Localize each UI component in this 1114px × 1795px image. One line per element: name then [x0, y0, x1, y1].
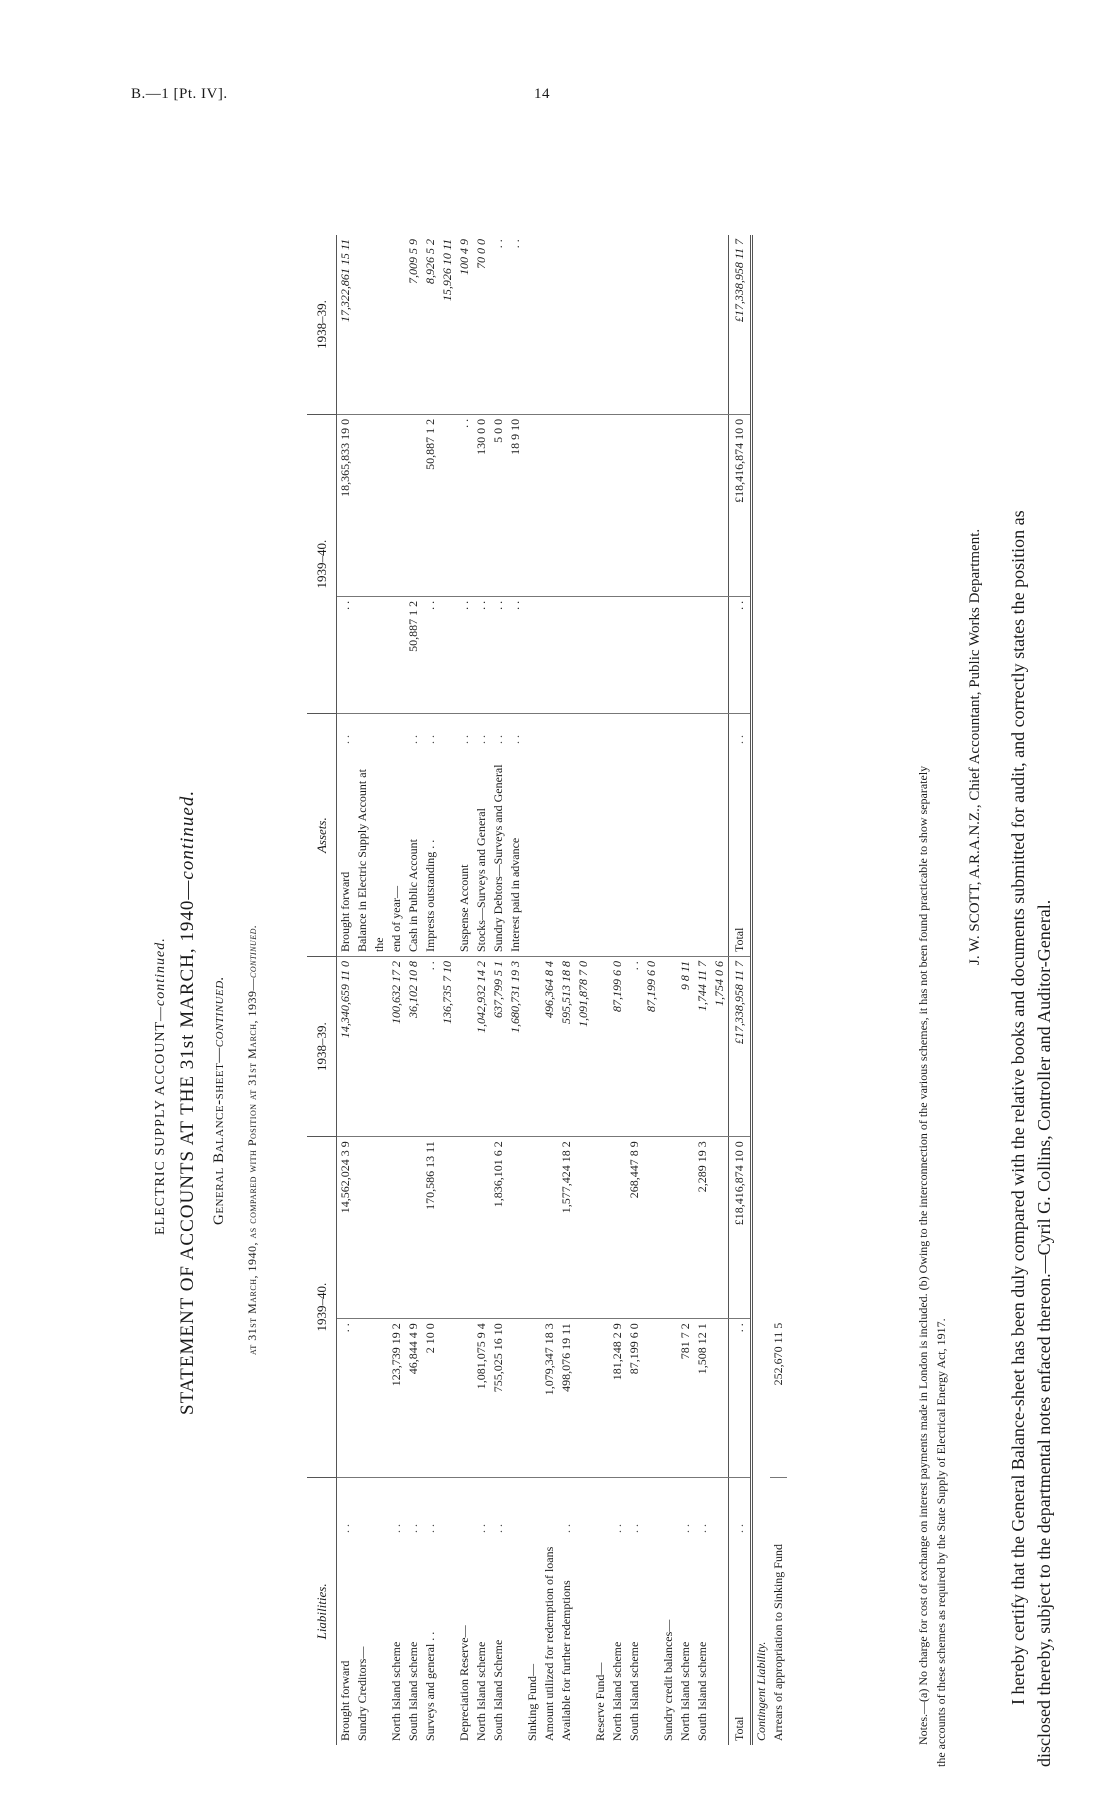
liability-dots	[541, 1477, 558, 1537]
liability-amount-1939: . .	[626, 957, 643, 1137]
asset-dots	[439, 714, 456, 748]
notes-line-2: the accounts of these schemes as required by the State Supply of Electrical Energy Act, 1917.	[934, 1318, 948, 1767]
table-row	[473, 235, 490, 1745]
liability-amount-1940-detail: 1,081,075 9 4	[473, 1319, 490, 1478]
liability-amount-1939: 1,744 11 7	[694, 957, 711, 1137]
liability-label: Depreciation Reserve—	[457, 1625, 471, 1741]
asset-total-detail: . .	[729, 596, 752, 713]
liability-amount-1940	[405, 1137, 422, 1319]
asset-empty-cell	[575, 596, 592, 713]
page-number: 14	[534, 86, 550, 102]
asset-amount-1940: . .	[456, 414, 473, 596]
asset-amount-1940: 50,887 1 2	[422, 414, 439, 596]
liabilities-heading: Liabilities.	[307, 1477, 337, 1745]
liability-dots: . .	[406, 1524, 420, 1533]
asset-dots: . .	[423, 735, 437, 745]
liability-label: North Island scheme	[610, 1641, 624, 1741]
liability-label: Sundry Creditors—	[355, 1646, 369, 1741]
liability-dots	[643, 1477, 660, 1537]
asset-amount-1940	[439, 414, 456, 596]
asset-empty-cell	[677, 596, 694, 713]
liability-label	[507, 1537, 524, 1745]
liability-dots: . .	[695, 1524, 709, 1533]
table-header-row	[307, 235, 337, 1745]
liability-label: Surveys and general . .	[423, 1631, 437, 1741]
liability-amount-1940-detail: 123,739 19 2	[388, 1319, 405, 1478]
asset-amount-1940: 18 9 10	[507, 414, 524, 596]
liability-amount-1939: 1,680,731 19 3	[507, 957, 524, 1137]
assets-year-1940: 1939–40.	[307, 414, 337, 713]
asset-amount-1940-detail: . .	[490, 596, 507, 713]
liability-dots: . .	[338, 1524, 352, 1533]
asset-amount-1939: 17,322,861 15 11	[337, 235, 355, 414]
liability-amount-1940: 268,447 8 9	[626, 1137, 643, 1319]
asset-amount-1940: 5 0 0	[490, 414, 507, 596]
asset-amount-1940: 18,365,833 19 0	[337, 414, 355, 596]
liability-label	[711, 1537, 729, 1745]
asset-empty-cell	[541, 596, 558, 713]
liability-amount-1940	[524, 1137, 541, 1319]
asset-dots	[354, 714, 388, 748]
asset-empty-cell	[660, 596, 677, 713]
liability-amount-1939: 87,199 6 0	[609, 957, 626, 1137]
asset-empty-cell	[575, 748, 592, 957]
asset-label: Cash in Public Account	[405, 748, 422, 957]
liability-label: North Island scheme	[389, 1641, 403, 1741]
liability-dots	[592, 1477, 609, 1537]
asset-empty-cell	[558, 714, 575, 748]
liability-dots: . .	[559, 1524, 573, 1533]
liabilities-year-1940: 1939–40.	[307, 1137, 337, 1478]
liability-label: North Island scheme	[678, 1641, 692, 1741]
table-row	[609, 235, 626, 1745]
table-row	[456, 235, 473, 1745]
liability-amount-1940: 170,586 13 11	[422, 1137, 439, 1319]
table-row	[388, 235, 405, 1745]
asset-empty-cell	[694, 596, 711, 713]
asset-empty-cell	[660, 414, 677, 596]
asset-empty-cell	[643, 235, 660, 414]
liability-amount-1940	[592, 1137, 609, 1319]
liability-amount-1940	[388, 1137, 405, 1319]
asset-dots: . .	[508, 735, 522, 745]
contingent-amount: 252,670 11 5	[770, 1319, 787, 1478]
liability-label	[643, 1537, 660, 1745]
liability-label: Brought forward	[338, 1660, 352, 1741]
liability-total-1940: £18,416,874 10 0	[729, 1137, 752, 1319]
asset-empty-cell	[592, 414, 609, 596]
liability-dots: . .	[491, 1524, 505, 1533]
asset-empty-cell	[575, 235, 592, 414]
asset-empty-cell	[626, 414, 643, 596]
certificate-line-2: disclosed thereby, subject to the departmental notes enfaced thereon.—Cyril G. Collins, Controller and Auditor-General.	[1034, 899, 1054, 1767]
asset-total-label: Total	[729, 748, 752, 957]
liability-amount-1940-detail: 2 10 0	[422, 1319, 439, 1478]
asset-empty-cell	[643, 596, 660, 713]
balance-sheet-title: General Balance-sheet—continued.	[211, 976, 227, 1225]
liability-amount-1940	[541, 1137, 558, 1319]
liability-amount-1940: 1,577,424 18 2	[558, 1137, 575, 1319]
liability-amount-1940-detail	[660, 1319, 677, 1478]
liability-amount-1940-detail	[711, 1319, 729, 1478]
table-row	[643, 235, 660, 1745]
rotated-page-content	[135, 155, 1095, 1795]
table-row	[541, 235, 558, 1745]
liability-amount-1939	[660, 957, 677, 1137]
liability-amount-1940: 1,836,101 6 2	[490, 1137, 507, 1319]
certificate-line-1: I hereby certify that the General Balance-sheet has been duly compared with the relative books and documents submitted for audit, and correctly states the position as	[1008, 510, 1028, 1705]
liability-amount-1940	[456, 1137, 473, 1319]
table-row	[575, 235, 592, 1745]
liability-amount-1940-detail	[592, 1319, 609, 1478]
asset-dots: . .	[491, 735, 505, 745]
liability-amount-1940	[677, 1137, 694, 1319]
asset-label: Suspense Account	[456, 748, 473, 957]
account-title: ELECTRIC SUPPLY ACCOUNT—continued.	[153, 937, 168, 1235]
asset-amount-1940-detail: . .	[456, 596, 473, 713]
asset-empty-cell	[677, 235, 694, 414]
table-row	[660, 235, 677, 1745]
asset-empty-cell	[524, 714, 541, 748]
asset-empty-cell	[609, 235, 626, 414]
asset-label: Imprests outstanding . .	[422, 748, 439, 957]
asset-empty-cell	[711, 714, 729, 748]
asset-empty-cell	[558, 414, 575, 596]
liability-amount-1940	[711, 1137, 729, 1319]
liability-amount-1940-detail: . .	[337, 1319, 355, 1478]
liability-amount-1940-detail: 781 7 2	[677, 1319, 694, 1478]
liability-amount-1940-detail	[507, 1319, 524, 1478]
table-row	[626, 235, 643, 1745]
asset-empty-cell	[660, 714, 677, 748]
asset-empty-cell	[558, 235, 575, 414]
liability-amount-1940-detail: 181,248 2 9	[609, 1319, 626, 1478]
asset-empty-cell	[711, 748, 729, 957]
asset-dots: . .	[474, 735, 488, 745]
liability-total-dots: . .	[729, 1477, 752, 1537]
asset-amount-1939: . .	[490, 235, 507, 414]
liability-label	[439, 1537, 456, 1745]
liability-amount-1940: 14,562,024 3 9	[337, 1137, 355, 1319]
asset-empty-cell	[626, 714, 643, 748]
asset-empty-cell	[677, 414, 694, 596]
asset-empty-cell	[524, 414, 541, 596]
asset-empty-cell	[524, 235, 541, 414]
asset-empty-cell	[694, 235, 711, 414]
liability-amount-1940-detail: 755,025 16 10	[490, 1319, 507, 1478]
liability-label: South Island scheme	[406, 1641, 420, 1741]
asset-amount-1940	[405, 414, 422, 596]
liability-total-detail: . .	[729, 1319, 752, 1478]
asset-total-dots: . .	[729, 714, 752, 748]
asset-empty-cell	[677, 748, 694, 957]
liability-amount-1939	[354, 957, 388, 1137]
asset-empty-cell	[711, 414, 729, 596]
table-row	[524, 235, 541, 1745]
liability-amount-1940	[609, 1137, 626, 1319]
liability-amount-1939	[592, 957, 609, 1137]
liability-amount-1939: 36,102 10 8	[405, 957, 422, 1137]
liability-label: North Island scheme	[474, 1641, 488, 1741]
asset-label: Sundry Debtors—Surveys and General	[490, 748, 507, 957]
liability-amount-1940-detail: 1,508 12 1	[694, 1319, 711, 1478]
liability-amount-1940	[643, 1137, 660, 1319]
liability-dots: . .	[678, 1524, 692, 1533]
liability-amount-1940	[473, 1137, 490, 1319]
liability-amount-1939: 1,042,932 14 2	[473, 957, 490, 1137]
asset-amount-1940-detail: . .	[473, 596, 490, 713]
asset-empty-cell	[609, 748, 626, 957]
liability-amount-1939: 1,754 0 6	[711, 957, 729, 1137]
liability-dots	[456, 1477, 473, 1537]
liability-dots	[660, 1477, 677, 1537]
liability-amount-1940	[354, 1137, 388, 1319]
liability-dots: . .	[610, 1524, 624, 1533]
asset-empty-cell	[660, 235, 677, 414]
asset-amount-1940-detail: . .	[507, 596, 524, 713]
table-row	[507, 235, 524, 1745]
table-row	[694, 235, 711, 1745]
asset-empty-cell	[694, 714, 711, 748]
liability-amount-1940	[439, 1137, 456, 1319]
asset-empty-cell	[711, 596, 729, 713]
asset-empty-cell	[643, 414, 660, 596]
asset-amount-1940-detail	[439, 596, 456, 713]
liability-dots	[524, 1477, 541, 1537]
liability-dots	[439, 1477, 456, 1537]
asset-amount-1940-detail: . .	[422, 596, 439, 713]
asset-label: Brought forward	[337, 748, 355, 957]
liability-dots: . .	[423, 1524, 437, 1533]
asset-empty-cell	[694, 748, 711, 957]
liability-dots	[507, 1477, 524, 1537]
asset-label: Stocks—Surveys and General	[473, 748, 490, 957]
asset-empty-cell	[541, 714, 558, 748]
asset-amount-1940	[388, 414, 405, 596]
liability-label: Available for further redemptions	[559, 1580, 573, 1741]
asset-amount-1940	[354, 414, 388, 596]
liability-amount-1940	[507, 1137, 524, 1319]
contingent-row	[770, 235, 787, 1745]
asset-label: Balance in Electric Supply Account at the	[354, 748, 388, 957]
signature: J. W. SCOTT, A.R.A.N.Z., Chief Accountant, Public Works Department.	[967, 528, 983, 965]
liability-label: Sundry credit balances—	[661, 1619, 675, 1741]
liability-total-label: Total	[729, 1537, 752, 1745]
liability-amount-1939: 87,199 6 0	[643, 957, 660, 1137]
asset-empty-cell	[524, 748, 541, 957]
liability-amount-1939	[524, 957, 541, 1137]
table-row	[677, 235, 694, 1745]
balance-sheet-table	[307, 235, 787, 1745]
asset-empty-cell	[626, 596, 643, 713]
liability-total-1939: £17,338,958 11 7	[729, 957, 752, 1137]
asset-empty-cell	[558, 748, 575, 957]
asset-empty-cell	[660, 748, 677, 957]
table-row	[592, 235, 609, 1745]
asset-empty-cell	[592, 235, 609, 414]
liability-amount-1939: 14,340,659 11 0	[337, 957, 355, 1137]
liability-amount-1939: 100,632 17 2	[388, 957, 405, 1137]
asset-empty-cell	[626, 748, 643, 957]
asset-empty-cell	[558, 596, 575, 713]
asset-empty-cell	[609, 596, 626, 713]
asset-amount-1940-detail	[354, 596, 388, 713]
contingent-heading-row	[752, 235, 771, 1745]
liability-amount-1940-detail	[354, 1319, 388, 1478]
table-row	[354, 235, 388, 1745]
table-row	[422, 235, 439, 1745]
asset-label: end of year—	[388, 748, 405, 957]
asset-empty-cell	[541, 748, 558, 957]
asset-empty-cell	[541, 414, 558, 596]
liability-amount-1940: 2,289 19 3	[694, 1137, 711, 1319]
asset-empty-cell	[575, 714, 592, 748]
liability-label	[575, 1537, 592, 1745]
page-header-left: B.—1 [Pt. IV].	[131, 86, 228, 102]
liability-amount-1940-detail	[643, 1319, 660, 1478]
balance-sheet-body	[337, 235, 788, 1745]
liability-amount-1940	[575, 1137, 592, 1319]
asset-dots: . .	[457, 735, 471, 745]
asset-empty-cell	[609, 714, 626, 748]
asset-amount-1940-detail	[388, 596, 405, 713]
contingent-label: Arrears of appropriation to Sinking Fund	[771, 1544, 785, 1741]
asset-amount-1939	[388, 235, 405, 414]
liability-amount-1939: 9 8 11	[677, 957, 694, 1137]
liability-amount-1939: 595,513 18 8	[558, 957, 575, 1137]
assets-heading: Assets.	[307, 714, 337, 957]
liability-dots: . .	[627, 1524, 641, 1533]
table-row	[405, 235, 422, 1745]
asset-amount-1939: . .	[507, 235, 524, 414]
liability-amount-1940-detail	[456, 1319, 473, 1478]
liability-amount-1940-detail	[575, 1319, 592, 1478]
asset-empty-cell	[592, 596, 609, 713]
asset-empty-cell	[677, 714, 694, 748]
asset-amount-1940-detail: . .	[337, 596, 355, 713]
liability-dots	[354, 1477, 388, 1537]
table-row	[558, 235, 575, 1745]
statement-title: STATEMENT OF ACCOUNTS AT THE 31st MARCH, 1940—continued.	[177, 789, 198, 1415]
liability-amount-1940-detail	[439, 1319, 456, 1478]
asset-dots: . .	[406, 735, 420, 745]
asset-empty-cell	[711, 235, 729, 414]
table-row	[711, 235, 729, 1745]
liability-amount-1940-detail: 46,844 4 9	[405, 1319, 422, 1478]
liability-label: South Island Scheme	[491, 1639, 505, 1741]
asset-amount-1940: 130 0 0	[473, 414, 490, 596]
notes-line-1: Notes.—(a) No charge for cost of exchange on interest payments made in London is included. (b) Owing to the interconnection of the various schemes, it has not been found practicable to show separately	[916, 765, 930, 1745]
asset-empty-cell	[524, 596, 541, 713]
table-row	[490, 235, 507, 1745]
liability-label: Sinking Fund—	[525, 1663, 539, 1741]
liability-label: Reserve Fund—	[593, 1662, 607, 1741]
asset-amount-1939: 8,926 5 2	[422, 235, 439, 414]
asset-dots: . .	[338, 735, 352, 745]
table-row	[337, 235, 355, 1745]
asset-amount-1939	[354, 235, 388, 414]
asset-amount-1940-detail: 50,887 1 2	[405, 596, 422, 713]
liability-amount-1939: 496,364 8 4	[541, 957, 558, 1137]
liability-amount-1940-detail: 87,199 6 0	[626, 1319, 643, 1478]
asset-dots	[388, 714, 405, 748]
table-row	[439, 235, 456, 1745]
liability-dots: . .	[474, 1524, 488, 1533]
asset-amount-1939: 7,009 5 9	[405, 235, 422, 414]
asset-amount-1939: 100 4 9	[456, 235, 473, 414]
liability-dots	[711, 1477, 729, 1537]
asset-empty-cell	[643, 714, 660, 748]
as-at-subtitle: at 31st March, 1940, as compared with Position at 31st March, 1939—continued.	[245, 924, 259, 1355]
liability-amount-1940	[660, 1137, 677, 1319]
asset-total-1939: £17,338,958 11 7	[729, 235, 752, 414]
asset-label	[439, 748, 456, 957]
asset-empty-cell	[626, 235, 643, 414]
liability-amount-1939: 136,735 7 10	[439, 957, 456, 1137]
asset-empty-cell	[643, 748, 660, 957]
liability-amount-1939: . .	[422, 957, 439, 1137]
liability-amount-1939	[456, 957, 473, 1137]
liability-label: South Island scheme	[695, 1641, 709, 1741]
liability-dots: . .	[389, 1524, 403, 1533]
asset-label: Interest paid in advance	[507, 748, 524, 957]
liability-label: South Island scheme	[627, 1641, 641, 1741]
asset-empty-cell	[592, 714, 609, 748]
liability-amount-1940-detail	[524, 1319, 541, 1478]
asset-empty-cell	[541, 235, 558, 414]
totals-row	[729, 235, 752, 1745]
asset-empty-cell	[592, 748, 609, 957]
asset-empty-cell	[609, 414, 626, 596]
liability-amount-1939: 1,091,878 7 0	[575, 957, 592, 1137]
liability-dots	[575, 1477, 592, 1537]
liability-amount-1940-detail: 1,079,347 18 3	[541, 1319, 558, 1478]
asset-amount-1939: 70 0 0	[473, 235, 490, 414]
liability-amount-1939: 637,799 5 1	[490, 957, 507, 1137]
liability-amount-1940-detail: 498,076 19 11	[558, 1319, 575, 1478]
asset-amount-1939: 15,926 10 11	[439, 235, 456, 414]
contingent-heading: Contingent Liability.	[754, 1641, 768, 1741]
asset-empty-cell	[575, 414, 592, 596]
liability-label: Amount utilized for redemption of loans	[542, 1546, 556, 1741]
assets-year-1939: 1938–39.	[307, 235, 337, 414]
asset-total-1940: £18,416,874 10 0	[729, 414, 752, 596]
asset-empty-cell	[694, 414, 711, 596]
liabilities-year-1939: 1938–39.	[307, 957, 337, 1137]
